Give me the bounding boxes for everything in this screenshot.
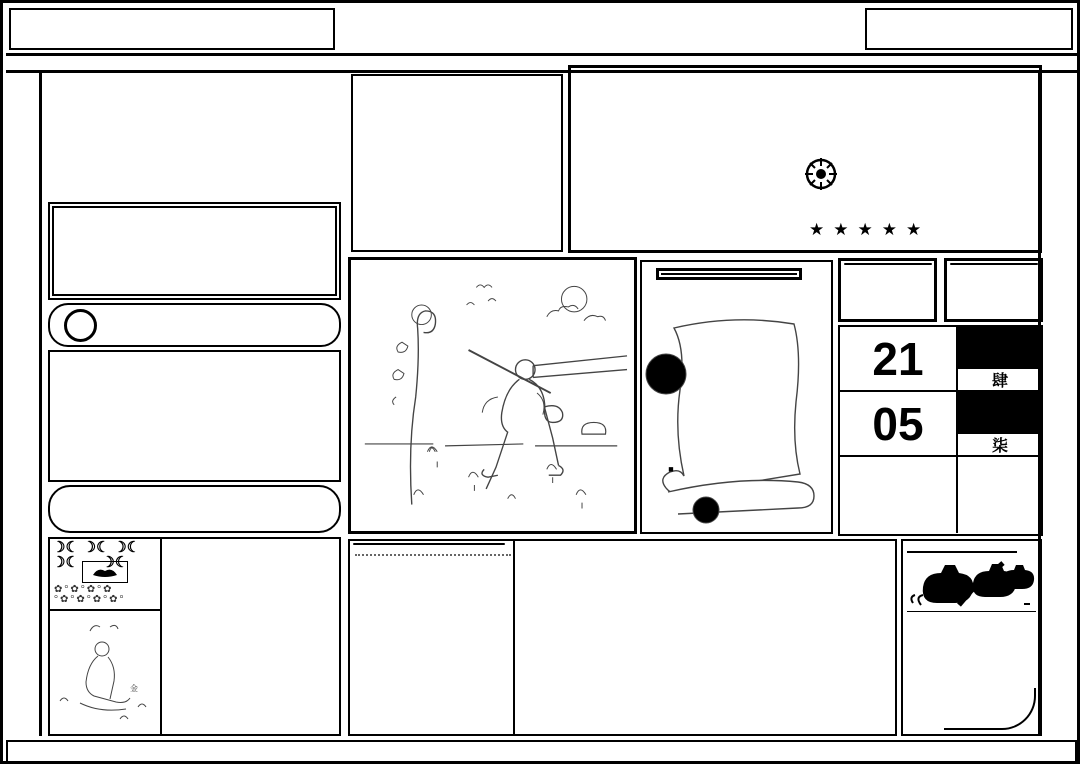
left-border-strip (6, 73, 42, 736)
money-bags-icon (907, 553, 1037, 609)
treasure-map-title (656, 268, 802, 280)
issue-box (865, 8, 1073, 50)
results-section-label (353, 546, 513, 558)
reader-note-box (48, 537, 341, 736)
last-draw-box (48, 303, 341, 347)
footer-bar (6, 740, 1077, 764)
computer-analysis-box (48, 202, 341, 300)
recent-results-box (348, 539, 897, 736)
count-value-2: 柒 (991, 438, 1008, 455)
strategy-tag (1024, 603, 1030, 605)
ornament-panel (50, 539, 160, 611)
reader-note-text (162, 539, 339, 734)
recent-results-title (353, 543, 505, 545)
treasure-signature: ■ (666, 464, 676, 474)
flower-ornaments: ✿°✿°✿°✿ °✿°✿°✿°✿° (54, 584, 126, 605)
hot-number-1: 21 (872, 332, 924, 385)
curve-ornament (944, 688, 1036, 730)
star-ornaments: ★★★★★ (809, 220, 931, 239)
open-label (844, 263, 932, 265)
hot-numbers-grid (838, 325, 1043, 536)
reader-notice-box (9, 8, 335, 50)
special-code-box (351, 74, 563, 252)
treasure-scroll (644, 310, 829, 532)
count-value-1: 肆 (991, 373, 1008, 390)
open-parity-box (944, 258, 1043, 322)
svg-text:金: 金 (130, 684, 138, 693)
sister-code-box (48, 485, 341, 533)
treasure-map-box (640, 260, 833, 534)
hot-number-2: 05 (872, 397, 924, 450)
money-bags-art (907, 553, 1036, 612)
strategy-box (901, 539, 1042, 736)
crescent-ornaments: ☽☾ ☽☾ ☽☾ ☽☾ ☽☾ (52, 540, 141, 571)
results-dot-matrix (513, 541, 895, 734)
hot-weak-table-box (48, 77, 341, 199)
wheel-icon (803, 156, 839, 192)
open-label2 (950, 263, 1038, 265)
sitting-figure-sketch (50, 611, 160, 734)
last-draw-special (64, 309, 97, 342)
open-size-box (838, 258, 937, 322)
main-logo-box (568, 65, 1042, 253)
lucky-box (48, 350, 341, 482)
monk-drawing (348, 257, 637, 534)
gold-ingot-icon (82, 561, 128, 583)
right-border-strip (1038, 73, 1074, 736)
